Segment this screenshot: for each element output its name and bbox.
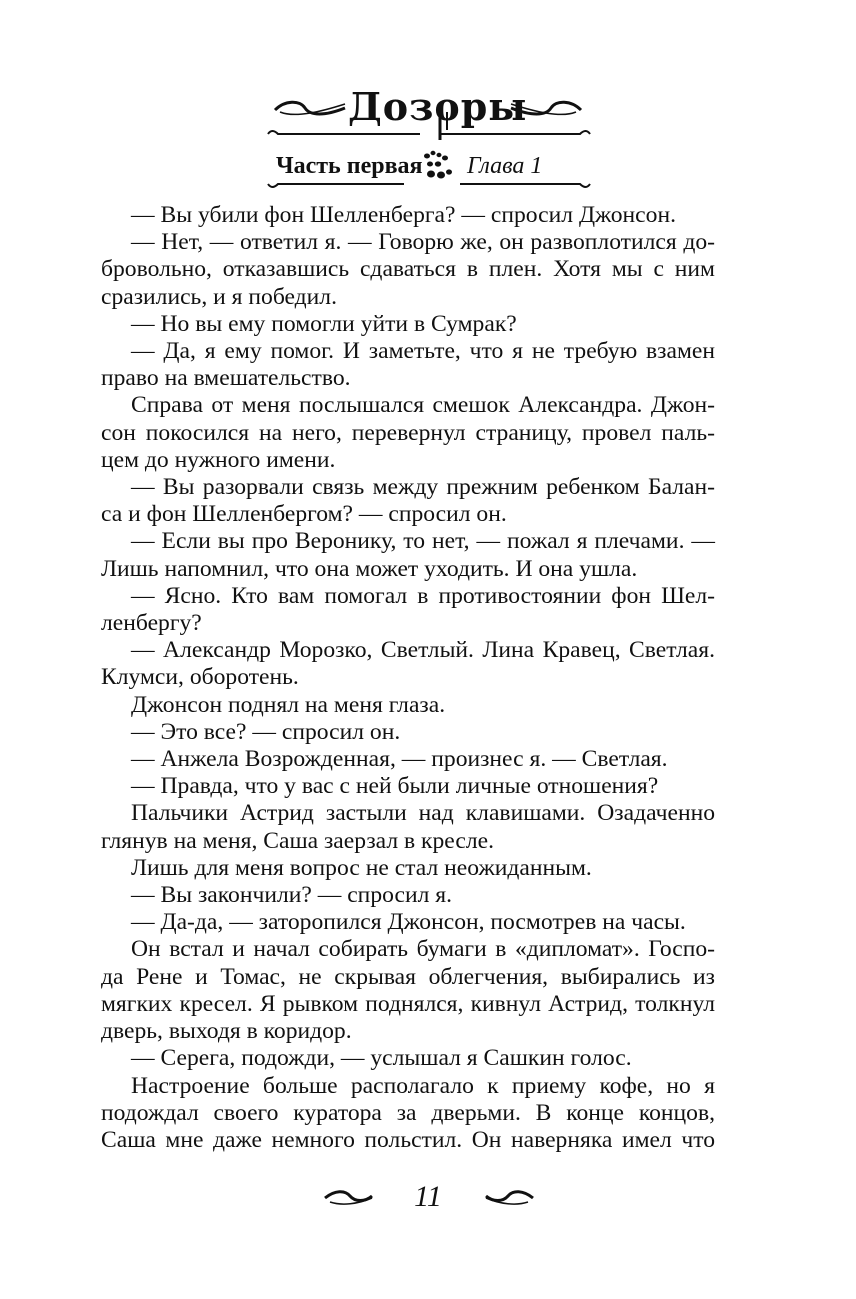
body-text xyxy=(101,202,715,1154)
text-line: — Нет, — ответил я. — Говорю же, он развоплотился до- xyxy=(131,229,715,256)
text-line: Джонсон поднял на меня глаза. xyxy=(131,691,446,718)
paw-prints-icon xyxy=(417,148,461,184)
text-line: бровольно, отказавшись сдаваться в плен. Хотя мы с ним xyxy=(101,256,715,283)
text-line: — Правда, что у вас с ней были личные отношения? xyxy=(131,773,659,800)
text-line: Справа от меня послышался смешок Александра. Джон- xyxy=(131,392,715,419)
text-line: дверь, выходя в коридор. xyxy=(101,1018,352,1045)
text-line: глянув на меня, Саша заерзал в кресле. xyxy=(101,827,494,854)
text-line: Пальчики Астрид застыли над клавишами. Озадаченно xyxy=(131,800,715,827)
text-line: — Серега, подожди, — услышал я Сашкин голос. xyxy=(131,1045,632,1072)
text-line: да Рене и Томас, не скрывая облегчения, выбирались из xyxy=(101,963,715,990)
text-line: — Вы убили фон Шелленберга? — спросил Джонсон. xyxy=(131,202,676,228)
text-line: — Ясно. Кто вам помогал в противостоянии фон Шел- xyxy=(131,582,715,609)
text-line: право на вмешательство. xyxy=(101,365,351,392)
text-line: Клумси, оборотень. xyxy=(101,664,299,691)
part-label: Часть первая xyxy=(276,153,423,179)
text-line: мягких кресел. Я рывком поднялся, кивнул Астрид, толкнул xyxy=(101,990,715,1017)
text-line: — Да, я ему помог. И заметьте, что я не требую взамен xyxy=(131,338,715,365)
text-line: — Да-да, — заторопился Джонсон, посмотрев на часы. xyxy=(131,909,686,936)
text-line: Лишь напомнил, что она может уходить. И она ушла. xyxy=(101,555,638,582)
text-line: подождал своего куратора за дверьми. В конце концов, xyxy=(101,1099,715,1126)
text-line: цем до нужного имени. xyxy=(101,446,336,473)
running-header xyxy=(0,0,856,200)
page-number: 11 xyxy=(414,1180,442,1213)
text-line: — Вы разорвали связь между прежним ребенком Балан- xyxy=(131,474,715,501)
text-line: — Вы закончили? — спросил я. xyxy=(131,882,453,909)
text-line: сон покосился на него, перевернул страницу, провел паль- xyxy=(101,419,715,446)
text-line: Саша мне даже немного польстил. Он наверняка имел что xyxy=(101,1126,715,1153)
chapter-label: Глава 1 xyxy=(467,153,543,179)
text-line: Лишь для меня вопрос не стал неожиданным. xyxy=(131,854,592,881)
text-line: Он встал и начал собирать бумаги в «дипломат». Госпо- xyxy=(131,936,715,963)
text-line: ленбергу? xyxy=(101,610,202,637)
text-line: — Анжела Возрожденная, — произнес я. — Светлая. xyxy=(131,746,668,773)
text-line: — Но вы ему помогли уйти в Сумрак? xyxy=(131,310,517,337)
text-line: — Если вы про Веронику, то нет, — пожал я плечами. — xyxy=(131,528,715,555)
series-title: Дозоры xyxy=(348,84,528,129)
text-line: са и фон Шелленбергом? — спросил он. xyxy=(101,501,507,528)
text-line: — Александр Морозко, Светлый. Лина Кравец, Светлая. xyxy=(131,637,715,664)
text-line: Настроение больше располагало к приему кофе, но я xyxy=(131,1072,715,1099)
text-line: сразились, и я победил. xyxy=(101,283,337,310)
text-line: — Это все? — спросил он. xyxy=(131,718,401,745)
